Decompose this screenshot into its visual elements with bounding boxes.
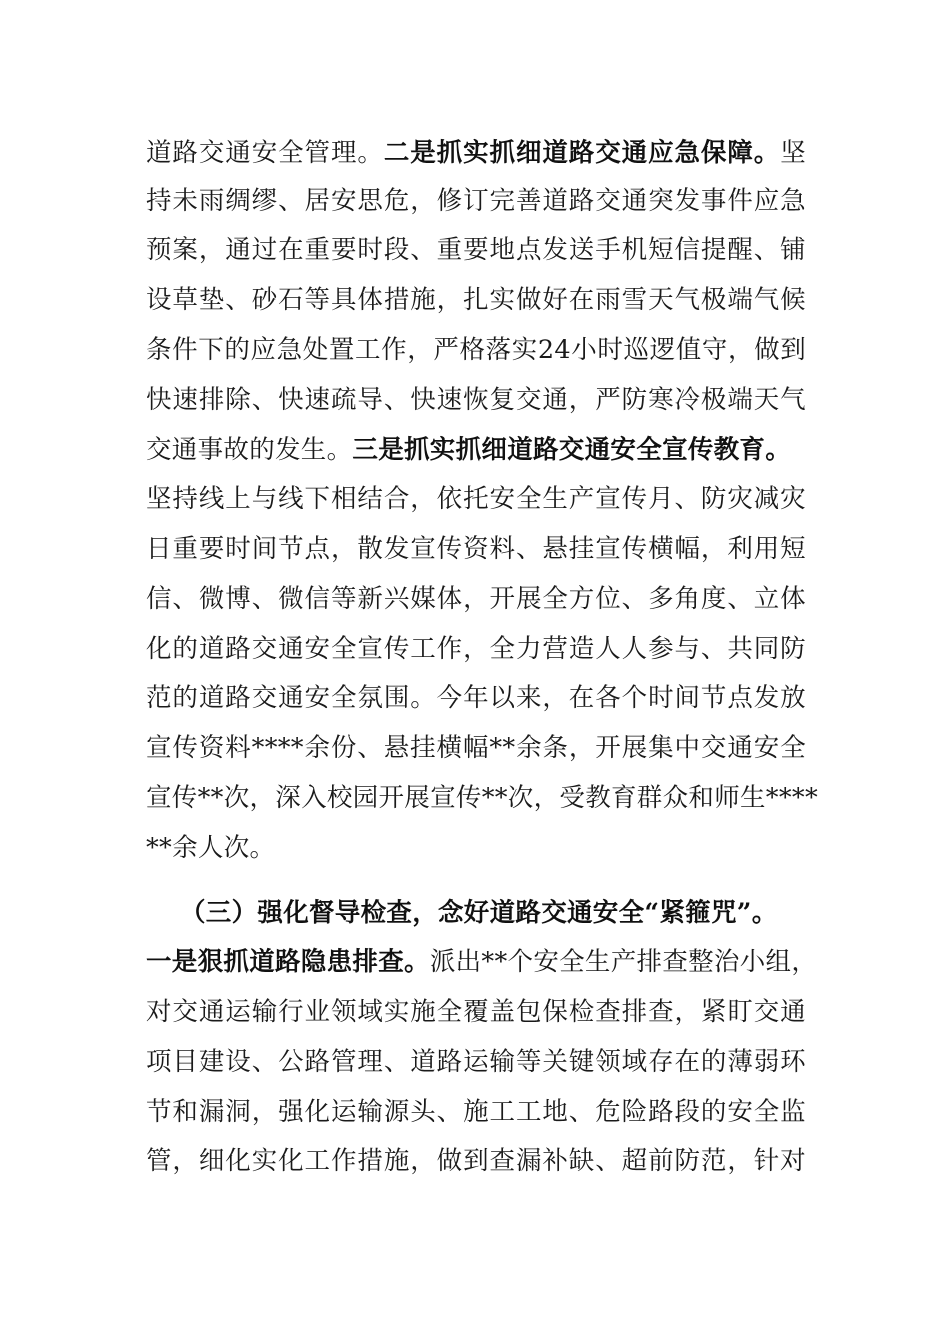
text-line-10 [146,579,806,619]
text-segment: 对交通运输行业领域实施全覆盖包保检查排查，紧盯交通 [146,997,806,1027]
text-line-2 [146,181,806,221]
text-segment: 管，细化实化工作措施，做到查漏补缺、超前防范，针对 [146,1146,806,1176]
text-segment: 设草垫、砂石等具体措施，扎实做好在雨雪天气极端气候 [146,285,806,315]
text-segment: 信、微博、微信等新兴媒体，开展全方位、多角度、立体 [146,584,806,614]
text-segment: 节和漏洞，强化运输源头、施工工地、危险路段的安全监 [146,1097,806,1127]
text-line-13 [146,728,806,768]
bold-heading-segment: 二是抓实抓细道路交通应急保障。 [383,138,781,168]
text-segment: 坚 [780,138,806,168]
text-line-15 [146,828,806,868]
text-segment: 项目建设、公路管理、道路运输等关键领域存在的薄弱环 [146,1047,806,1077]
text-line-19 [146,1042,806,1082]
text-line-18 [146,992,806,1032]
text-line-17 [146,942,818,982]
text-segment: 宣传资料****余份、悬挂横幅**余条，开展集中交通安全 [146,733,806,763]
text-line-20 [146,1092,806,1132]
bold-heading-segment: 三是抓实抓细道路交通安全宣传教育。 [352,435,792,465]
text-segment: 持未雨绸缪、居安思危，修订完善道路交通突发事件应急 [146,186,806,216]
text-line-3 [146,230,806,270]
text-segment: 化的道路交通安全宣传工作，全力营造人人参与、共同防 [146,634,806,664]
text-line-21 [146,1141,806,1181]
text-segment: 交通事故的发生。 [146,435,353,465]
text-line-14 [146,778,819,818]
text-segment: 日重要时间节点，散发宣传资料、悬挂宣传横幅，利用短 [146,534,806,564]
text-segment: 范的道路交通安全氛围。今年以来，在各个时间节点发放 [146,683,806,713]
text-segment: 预案，通过在重要时段、重要地点发送手机短信提醒、铺 [146,235,806,265]
text-segment: 条件下的应急处置工作，严格落实24小时巡逻值守，做到 [146,335,806,365]
text-segment: 坚持线上与线下相结合，依托安全生产宣传月、防灾减灾 [146,484,806,514]
text-line-11 [146,629,806,669]
text-line-4 [146,280,806,320]
text-line-8 [146,479,806,519]
bold-heading-segment: 一是狠抓道路隐患排查。 [146,947,430,977]
text-line-1 [146,133,806,173]
text-line-9 [146,529,806,569]
text-line-12 [146,678,806,718]
text-line-6 [146,380,806,420]
text-segment: **余人次。 [146,833,276,863]
text-segment: 宣传**次，深入校园开展宣传**次，受教育群众和师生**** [146,783,819,813]
section-heading-text: （三）强化督导检查，念好道路交通安全“紧箍咒”。 [180,898,778,928]
text-segment: 快速排除、快速疏导、快速恢复交通，严防寒冷极端天气 [146,385,806,415]
text-line-7 [146,430,806,470]
section-heading [146,893,806,933]
text-segment: 派出**个安全生产排查整治小组， [429,947,818,977]
text-segment: 道路交通安全管理。 [146,138,384,168]
text-line-5 [146,330,806,370]
